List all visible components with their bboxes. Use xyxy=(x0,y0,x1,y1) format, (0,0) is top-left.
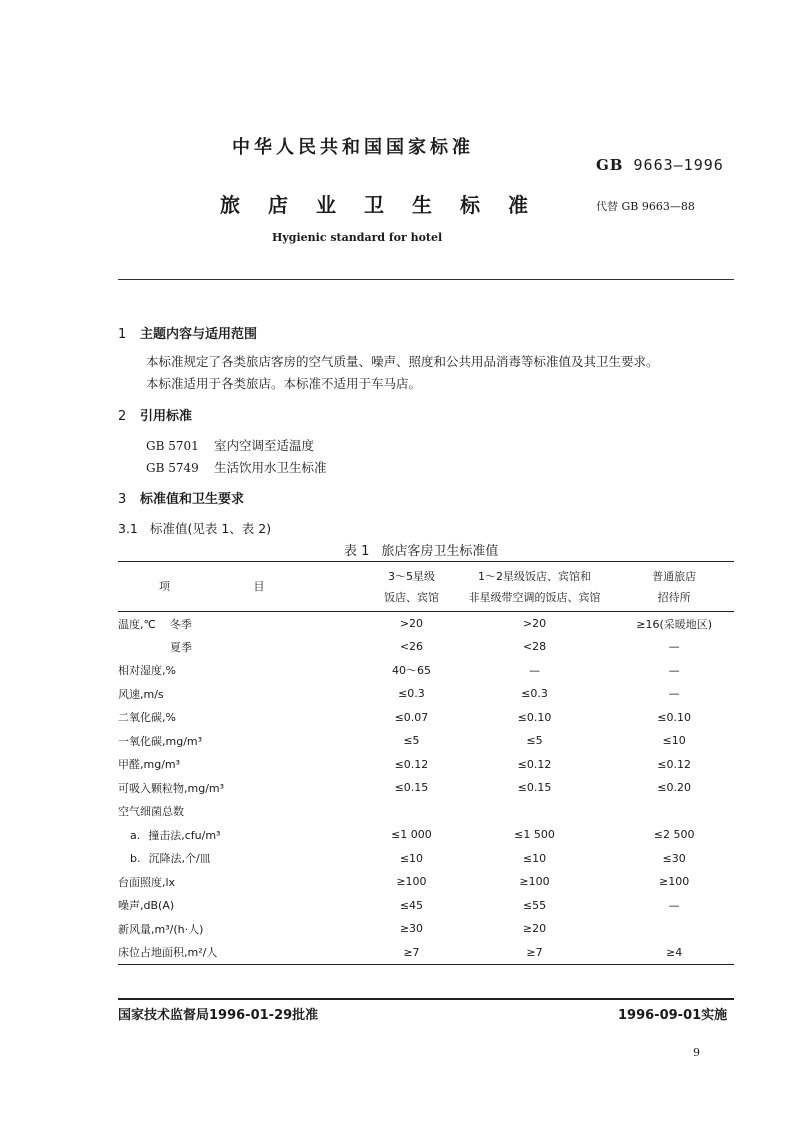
table-row xyxy=(118,847,734,871)
cell-value xyxy=(455,800,615,824)
table-row xyxy=(118,870,734,894)
table-row xyxy=(118,800,734,824)
cell-value: 40～65 xyxy=(391,664,431,678)
section-3-heading: 3 标准值和卫生要求 xyxy=(118,492,245,507)
cell-value: ≤0.20 xyxy=(657,781,691,795)
cell-value: <28 xyxy=(522,640,547,654)
cell-value: ≥100 xyxy=(519,875,550,889)
section-1-heading: 1 主题内容与适用范围 xyxy=(118,327,258,342)
cell-value: >20 xyxy=(522,617,547,630)
cell-value xyxy=(614,800,734,824)
cell-value: ≤0.10 xyxy=(657,710,691,724)
document-title: 旅店业卫生标准 xyxy=(220,193,556,217)
cell-value: ≤5 xyxy=(403,734,420,748)
table-row xyxy=(118,894,734,918)
table-row xyxy=(118,941,734,965)
cell-value: ≥4 xyxy=(614,941,734,965)
row-label: b. 沉降法,个/皿 xyxy=(130,852,211,866)
cell-value: ≤0.12 xyxy=(657,757,691,771)
cell-value: ≤55 xyxy=(522,898,547,912)
table-row xyxy=(118,706,734,730)
header-star-3-5: 3～5星级 饭店、宾馆 xyxy=(368,562,455,612)
cell-value: — xyxy=(668,687,680,701)
table-row xyxy=(118,917,734,941)
table-caption: 表 1 旅店客房卫生标准值 xyxy=(344,544,499,559)
reference-item: GB 5701 室内空调至适温度 xyxy=(146,438,315,453)
cell-value: — xyxy=(529,663,541,677)
row-label: 台面照度,lx xyxy=(118,875,176,889)
cell-value: ≤5 xyxy=(526,734,543,748)
standard-number: GB 9663—1996 xyxy=(596,156,724,174)
row-label: 甲醛,mg/m³ xyxy=(118,758,181,772)
approval-note: 国家技术监督局1996-01-29批准 xyxy=(118,1008,319,1023)
row-label: 床位占地面积,m²/人 xyxy=(118,941,368,965)
cell-value: — xyxy=(668,640,680,654)
row-label: 温度,℃ 冬季 xyxy=(118,617,192,631)
row-label: 噪声,dB(A) xyxy=(118,899,175,913)
effective-date: 1996-09-01实施 xyxy=(618,1008,728,1023)
row-label: a. 撞击法,cfu/m³ xyxy=(130,828,221,842)
cell-value: ≤0.15 xyxy=(394,781,429,795)
cell-value: ≤0.3 xyxy=(521,687,548,701)
cell-value: ≥7 xyxy=(455,941,615,965)
footer-divider xyxy=(118,998,734,1000)
hygiene-standard-table xyxy=(118,561,734,965)
cell-value: ≥100 xyxy=(659,875,690,889)
cell-value: ≤0.10 xyxy=(517,710,552,724)
cell-value: ≤0.07 xyxy=(394,710,429,724)
section-1-paragraph-1: 本标准规定了各类旅店客房的空气质量、噪声、照度和公共用品消毒等标准值及其卫生要求。 xyxy=(146,354,659,369)
row-label: 风速,m/s xyxy=(118,687,164,701)
cell-value: ≤0.12 xyxy=(517,757,552,771)
cell-value: ≥100 xyxy=(396,875,427,889)
cell-value xyxy=(614,917,734,941)
cell-value: ≤10 xyxy=(662,734,686,748)
table-row xyxy=(118,729,734,753)
cell-value: ≥20 xyxy=(522,922,547,936)
cell-value: ≤10 xyxy=(522,851,547,865)
row-label: 一氧化碳,mg/m³ xyxy=(118,734,203,748)
cell-value: ≤10 xyxy=(399,851,424,865)
section-3-1-heading: 3.1 标准值(见表 1、表 2) xyxy=(118,521,272,536)
cell-value: >20 xyxy=(399,617,424,630)
table-row xyxy=(118,659,734,683)
table-row xyxy=(118,635,734,659)
cell-value: ≤2 500 xyxy=(653,828,695,842)
standard-category-title: 中华人民共和国国家标准 xyxy=(232,137,474,158)
row-label: 可吸入颗粒物,mg/m³ xyxy=(118,781,225,795)
table-row xyxy=(118,753,734,777)
header-divider xyxy=(118,279,734,280)
section-2-heading: 2 引用标准 xyxy=(118,409,193,424)
table-row xyxy=(118,776,734,800)
cell-value: ≥7 xyxy=(368,941,455,965)
row-label: 夏季 xyxy=(170,640,192,654)
cell-value: ≥16(采暖地区) xyxy=(636,617,713,631)
cell-value: ≤0.3 xyxy=(398,687,425,701)
english-title: Hygienic standard for hotel xyxy=(272,231,443,244)
row-label: 空气细菌总数 xyxy=(118,805,184,819)
page-number: 9 xyxy=(693,1046,700,1059)
cell-value: — xyxy=(668,663,680,677)
row-label: 相对湿度,% xyxy=(118,664,176,678)
header-ordinary-hotel: 普通旅店 招待所 xyxy=(614,562,734,612)
table-row xyxy=(118,823,734,847)
header-star-1-2: 1～2星级饭店、宾馆和 非星级带空调的饭店、宾馆 xyxy=(455,562,615,612)
cell-value: ≤1 000 xyxy=(391,828,432,842)
cell-value: ≤0.15 xyxy=(517,781,552,795)
table-row xyxy=(118,682,734,706)
cell-value: ≤30 xyxy=(662,851,686,865)
cell-value: <26 xyxy=(399,640,424,654)
cell-value: ≤0.12 xyxy=(394,757,429,771)
cell-value xyxy=(368,800,455,824)
table-row xyxy=(118,612,734,636)
cell-value: ≤1 500 xyxy=(514,828,555,842)
table-header-row xyxy=(118,562,734,612)
header-item: 项 目 xyxy=(118,562,368,612)
row-label: 二氧化碳,% xyxy=(118,711,176,725)
row-label: 新风量,m³/(h·人) xyxy=(118,922,204,936)
cell-value: ≥30 xyxy=(399,922,424,936)
replacement-note: 代替 GB 9663—88 xyxy=(596,200,695,213)
section-1-paragraph-2: 本标准适用于各类旅店。本标准不适用于车马店。 xyxy=(146,376,422,391)
cell-value: — xyxy=(668,898,680,912)
reference-item: GB 5749 生活饮用水卫生标准 xyxy=(146,460,327,475)
cell-value: ≤45 xyxy=(399,898,424,912)
